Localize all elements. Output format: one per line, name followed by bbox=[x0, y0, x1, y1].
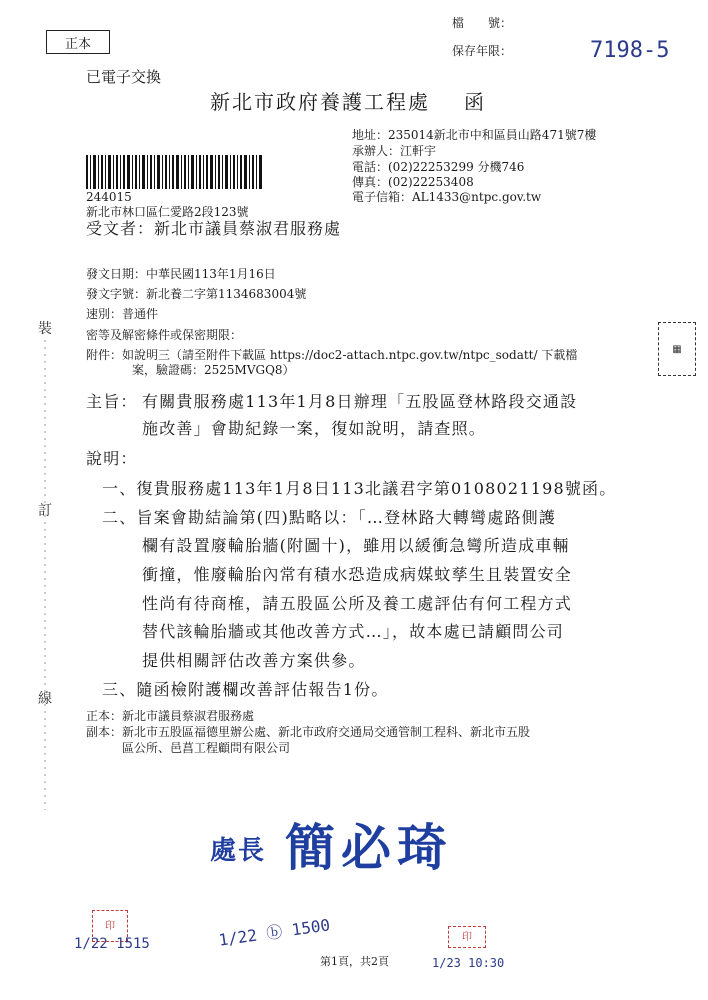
document-type: 函 bbox=[464, 90, 486, 114]
explanation-item-1: 一、復貴服務處113年1月8日113北議君字第0108021198號函。 bbox=[102, 479, 617, 498]
electronic-exchange-label: 已電子交換 bbox=[86, 68, 162, 86]
explanation-item-2-line-6: 提供相關評估改善方案供參。 bbox=[142, 651, 366, 670]
binding-dotted-line bbox=[42, 340, 48, 810]
receipt-seal-icon: ▦ bbox=[658, 322, 696, 376]
issue-date: 發文日期：中華民國113年1月16日 bbox=[86, 267, 276, 281]
red-stamp-right-icon: 印 bbox=[448, 926, 486, 948]
agency-name: 新北市政府養護工程處 bbox=[210, 90, 430, 114]
attachment-line-2: 案，驗證碼：2525MVGQ8） bbox=[132, 363, 295, 377]
speed: 速別：普通件 bbox=[86, 307, 159, 321]
file-number-label: 檔 號： bbox=[452, 16, 513, 30]
subject-label: 主旨： bbox=[86, 392, 138, 411]
document-number: 發文字號：新北養二字第1134683004號 bbox=[86, 287, 307, 301]
handwritten-note-right: 1/23 10:30 bbox=[432, 956, 505, 970]
retention-label: 保存年限： bbox=[452, 44, 513, 58]
explanation-label: 說明： bbox=[86, 449, 138, 468]
explanation-item-2-line-4: 性尚有待商榷，請五股區公所及養工處評估有何工程方式 bbox=[142, 594, 573, 613]
email: 電子信箱：AL1433@ntpc.gov.tw bbox=[352, 190, 542, 204]
agency-address: 地址：235014新北市中和區員山路471號7樓 bbox=[352, 128, 597, 142]
explanation-item-2-line-2: 欄有設置廢輪胎牆(附圖十)，雖用以緩衝急彎所造成車輛 bbox=[142, 536, 570, 555]
page-number: 第1頁，共2頁 bbox=[320, 955, 389, 968]
handwritten-note-left: 1/22 1515 bbox=[74, 936, 150, 952]
explanation-item-2-line-1: 二、旨案會勘結論第(四)點略以：「…登林路大轉彎處路側護 bbox=[102, 508, 557, 527]
security-level: 密等及解密條件或保密期限： bbox=[86, 328, 243, 342]
document-title bbox=[210, 86, 486, 115]
phone: 電話：(02)22253299 分機746 bbox=[352, 160, 525, 174]
original-recipient: 正本：新北市議員蔡淑君服務處 bbox=[86, 709, 255, 723]
signature-title: 處長 bbox=[210, 836, 267, 866]
signature-name: 簡必琦 bbox=[285, 819, 453, 877]
barcode bbox=[86, 155, 264, 189]
explanation-item-2-line-5: 替代該輪胎牆或其他改善方式…」，故本處已請顧問公司 bbox=[142, 622, 565, 641]
attachment-line-1: 附件：如說明三（請至附件下載區 https://doc2-attach.ntpc.gov.tw/ntpc_sodatt/ 下載檔 bbox=[86, 348, 578, 362]
original-copy-box: 正本 bbox=[46, 30, 110, 54]
subject-line-2: 施改善」會勘紀錄一案，復如說明，請查照。 bbox=[142, 419, 487, 438]
red-stamp-left-icon: 印 bbox=[92, 910, 128, 942]
addressee: 受文者：新北市議員蔡淑君服務處 bbox=[86, 219, 342, 238]
explanation-item-3: 三、隨函檢附護欄改善評估報告1份。 bbox=[102, 680, 389, 699]
fax: 傳真：(02)22253408 bbox=[352, 175, 474, 189]
binding-mark-top: 裝 bbox=[38, 321, 52, 337]
recipient-address: 新北市林口區仁愛路2段123號 bbox=[86, 205, 249, 219]
handwritten-reference: 7198-5 bbox=[590, 38, 670, 63]
binding-mark-bottom: 線 bbox=[38, 691, 52, 707]
copy-recipients-line-2: 區公所、邑菖工程顧問有限公司 bbox=[122, 741, 291, 755]
handwritten-note-middle: 1/22 ⓑ 1500 bbox=[217, 915, 332, 950]
officer: 承辦人：江軒宇 bbox=[352, 144, 437, 158]
copy-recipients-line-1: 副本：新北市五股區福德里辦公處、新北市政府交通局交通管制工程科、新北市五股 bbox=[86, 725, 531, 739]
explanation-item-2-line-3: 衝撞，惟廢輪胎內常有積水恐造成病媒蚊孳生且裝置安全 bbox=[142, 565, 573, 584]
binding-mark-middle: 訂 bbox=[38, 503, 52, 519]
subject-line-1: 有關貴服務處113年1月8日辦理「五股區登林路段交通設 bbox=[142, 392, 578, 411]
postal-code: 244015 bbox=[86, 190, 132, 204]
